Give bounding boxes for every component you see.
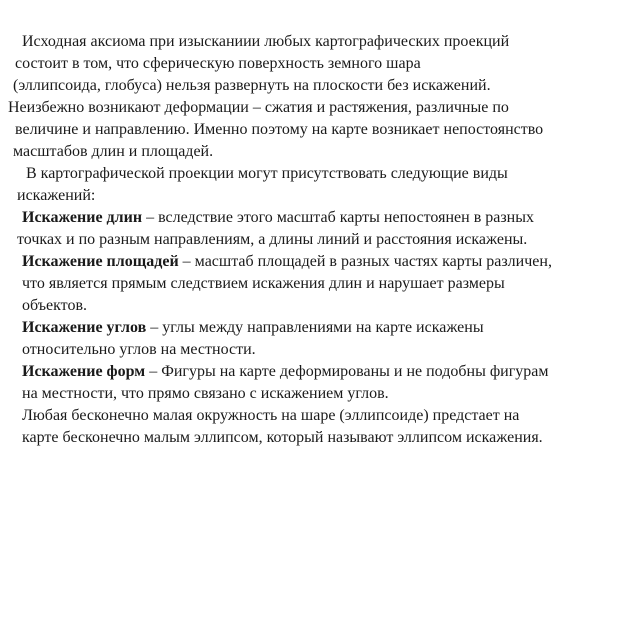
area-distortion-text: – масштаб площадей в разных частях карты различен, bbox=[178, 253, 552, 270]
shape-distortion-term: Искажение форм bbox=[22, 363, 146, 380]
area-distortion-term: Искажение площадей bbox=[22, 253, 179, 270]
angle-distortion-line-2: относительно углов на местности. bbox=[22, 341, 256, 358]
intro-line-4: Неизбежно возникают деформации – сжатия и растяжения, различные по bbox=[8, 99, 509, 116]
angle-distortion-line-1 bbox=[22, 318, 484, 338]
intro-line-2: состоит в том, что сферическую поверхность земного шара bbox=[15, 55, 421, 72]
length-distortion-line-1 bbox=[22, 208, 534, 228]
ellipse-line-1: Любая бесконечно малая окружность на шаре (эллипсоиде) предстает на bbox=[22, 407, 520, 424]
angle-distortion-term: Искажение углов bbox=[22, 319, 147, 336]
area-distortion-line-3: объектов. bbox=[22, 297, 88, 314]
shape-distortion-line-2: на местности, что прямо связано с искажением углов. bbox=[22, 385, 389, 402]
length-distortion-line-2: точках и по разным направлениям, а длины линий и расстояния искажены. bbox=[17, 231, 528, 248]
types-intro-line-2: искажений: bbox=[17, 187, 96, 204]
length-distortion-term: Искажение длин bbox=[22, 209, 143, 226]
intro-line-5: величине и направлению. Именно поэтому на карте возникает непостоянство bbox=[15, 121, 544, 138]
area-distortion-line-2: что является прямым следствием искажения длин и нарушает размеры bbox=[22, 275, 505, 292]
types-intro-line-1: В картографической проекции могут присутствовать следующие виды bbox=[26, 165, 508, 182]
intro-line-6: масштабов длин и площадей. bbox=[13, 143, 214, 160]
shape-distortion-line-1 bbox=[22, 362, 549, 382]
ellipse-line-2: карте бесконечно малым эллипсом, который называют эллипсом искажения. bbox=[22, 429, 543, 446]
area-distortion-line-1 bbox=[22, 252, 552, 272]
length-distortion-text: – вследствие этого масштаб карты непостоянен в разных bbox=[142, 209, 534, 226]
shape-distortion-text: – Фигуры на карте деформированы и не подобны фигурам bbox=[145, 363, 549, 380]
intro-line-3: (эллипсоида, глобуса) нельзя развернуть на плоскости без искажений. bbox=[13, 77, 491, 94]
angle-distortion-text: – углы между направлениями на карте искажены bbox=[146, 319, 484, 336]
intro-line-1: Исходная аксиома при изысканиии любых картографических проекций bbox=[22, 33, 510, 50]
